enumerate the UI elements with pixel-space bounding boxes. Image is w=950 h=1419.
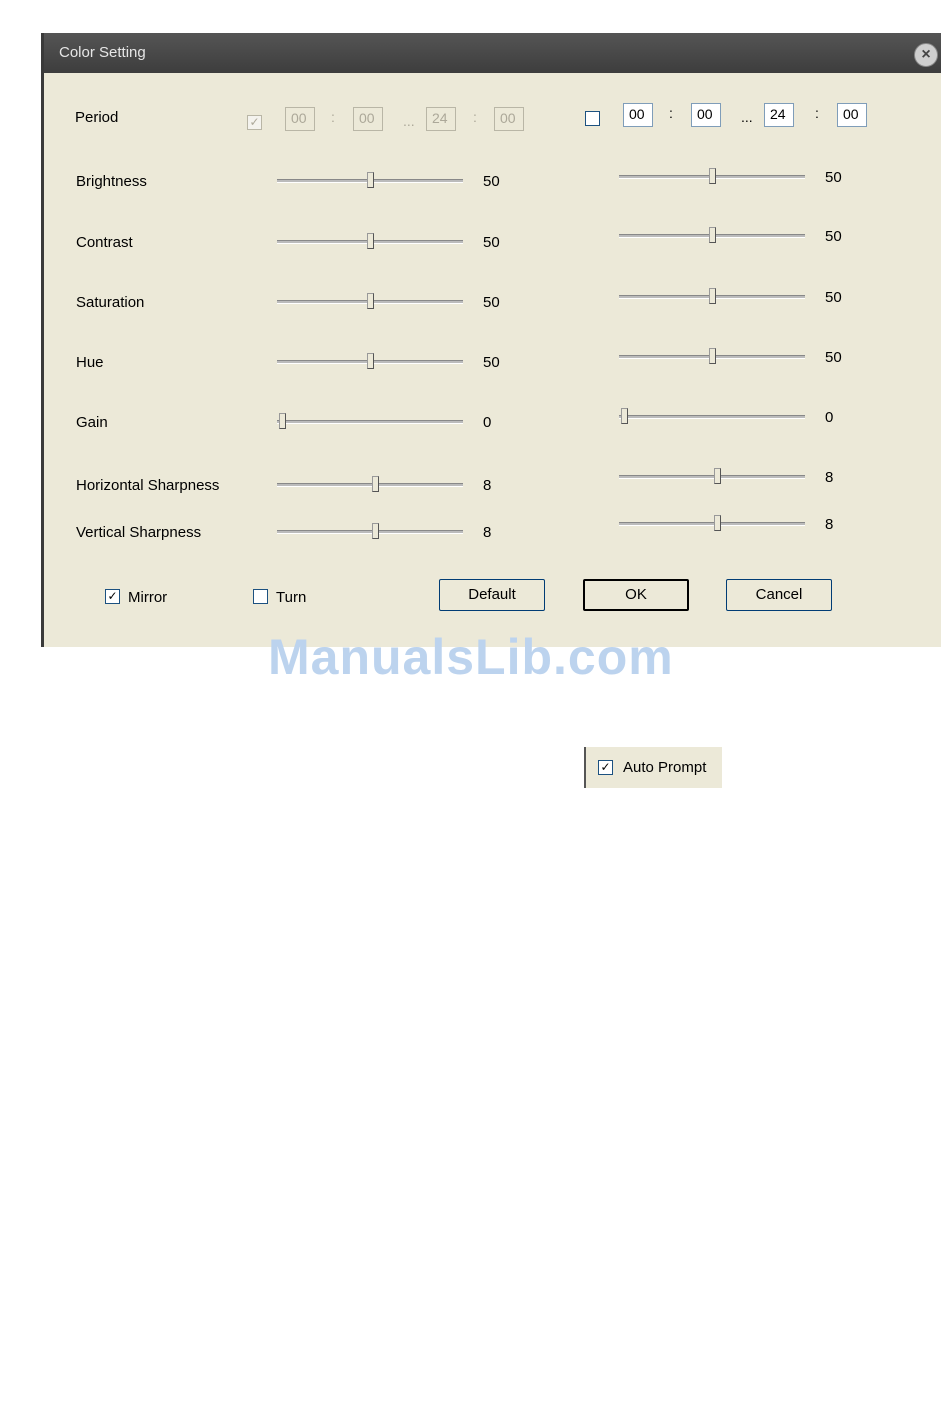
- left-slider-thumb[interactable]: [367, 233, 374, 249]
- period-left-end-hour[interactable]: 24: [426, 107, 456, 131]
- period-left-start-minute[interactable]: 00: [353, 107, 383, 131]
- turn-label: Turn: [276, 589, 307, 606]
- left-slider-track[interactable]: [277, 530, 463, 534]
- cancel-button[interactable]: Cancel: [726, 579, 832, 611]
- period-right-colon-1: :: [669, 105, 673, 121]
- auto-prompt-checkbox[interactable]: ✓: [598, 760, 613, 775]
- left-slider-thumb[interactable]: [372, 476, 379, 492]
- right-slider-value: 50: [825, 289, 842, 306]
- left-slider-value: 0: [483, 414, 492, 431]
- left-slider-track[interactable]: [277, 483, 463, 487]
- row-label: Contrast: [76, 234, 133, 251]
- period-left-range-dash: ...: [403, 113, 415, 129]
- period-label: Period: [75, 109, 119, 126]
- period-left-checkbox[interactable]: ✓: [247, 115, 262, 130]
- auto-prompt-label: Auto Prompt: [623, 759, 707, 776]
- right-slider-thumb[interactable]: [714, 515, 721, 531]
- right-slider-value: 50: [825, 228, 842, 245]
- row-label: Gain: [76, 414, 108, 431]
- right-slider-track[interactable]: [619, 522, 805, 526]
- ok-button[interactable]: OK: [583, 579, 689, 611]
- left-slider-value: 50: [483, 294, 500, 311]
- color-setting-dialog: [41, 33, 941, 647]
- left-slider-value: 8: [483, 477, 492, 494]
- right-slider-thumb[interactable]: [709, 288, 716, 304]
- period-left-colon-2: :: [473, 109, 477, 125]
- left-slider-value: 50: [483, 354, 500, 371]
- row-label: Saturation: [76, 294, 145, 311]
- right-slider-thumb[interactable]: [709, 168, 716, 184]
- left-slider-thumb[interactable]: [367, 172, 374, 188]
- turn-checkbox[interactable]: [253, 589, 268, 604]
- period-left-end-minute[interactable]: 00: [494, 107, 524, 131]
- right-slider-value: 8: [825, 469, 834, 486]
- left-slider-track[interactable]: [277, 420, 463, 424]
- right-slider-track[interactable]: [619, 415, 805, 419]
- default-button[interactable]: Default: [439, 579, 545, 611]
- title-bar: [44, 33, 941, 73]
- period-right-end-hour[interactable]: 24: [764, 103, 794, 127]
- right-slider-thumb[interactable]: [621, 408, 628, 424]
- period-right-start-minute[interactable]: 00: [691, 103, 721, 127]
- mirror-label: Mirror: [128, 589, 168, 606]
- right-slider-thumb[interactable]: [709, 348, 716, 364]
- period-right-start-hour[interactable]: 00: [623, 103, 653, 127]
- left-slider-thumb[interactable]: [367, 353, 374, 369]
- right-slider-value: 8: [825, 516, 834, 533]
- right-slider-value: 50: [825, 169, 842, 186]
- right-slider-value: 50: [825, 349, 842, 366]
- close-icon[interactable]: ×: [914, 43, 938, 67]
- right-slider-value: 0: [825, 409, 834, 426]
- period-right-range-dash: ...: [741, 109, 753, 125]
- period-right-colon-2: :: [815, 105, 819, 121]
- left-slider-value: 8: [483, 524, 492, 541]
- mirror-checkbox[interactable]: ✓: [105, 589, 120, 604]
- row-label: Vertical Sharpness: [76, 524, 202, 541]
- right-slider-thumb[interactable]: [714, 468, 721, 484]
- left-slider-value: 50: [483, 173, 500, 190]
- auto-prompt-panel: [584, 747, 722, 788]
- row-label: Brightness: [76, 173, 147, 190]
- row-label: Horizontal Sharpness: [76, 477, 220, 494]
- right-slider-thumb[interactable]: [709, 227, 716, 243]
- left-slider-thumb[interactable]: [367, 293, 374, 309]
- period-right-checkbox[interactable]: [585, 111, 600, 126]
- period-right-end-minute[interactable]: 00: [837, 103, 867, 127]
- watermark: ManualsLib.com: [268, 629, 674, 685]
- dialog-title: Color Setting: [59, 44, 146, 61]
- left-slider-thumb[interactable]: [372, 523, 379, 539]
- period-left-colon-1: :: [331, 109, 335, 125]
- left-slider-thumb[interactable]: [279, 413, 286, 429]
- row-label: Hue: [76, 354, 104, 371]
- left-slider-value: 50: [483, 234, 500, 251]
- right-slider-track[interactable]: [619, 475, 805, 479]
- period-left-start-hour[interactable]: 00: [285, 107, 315, 131]
